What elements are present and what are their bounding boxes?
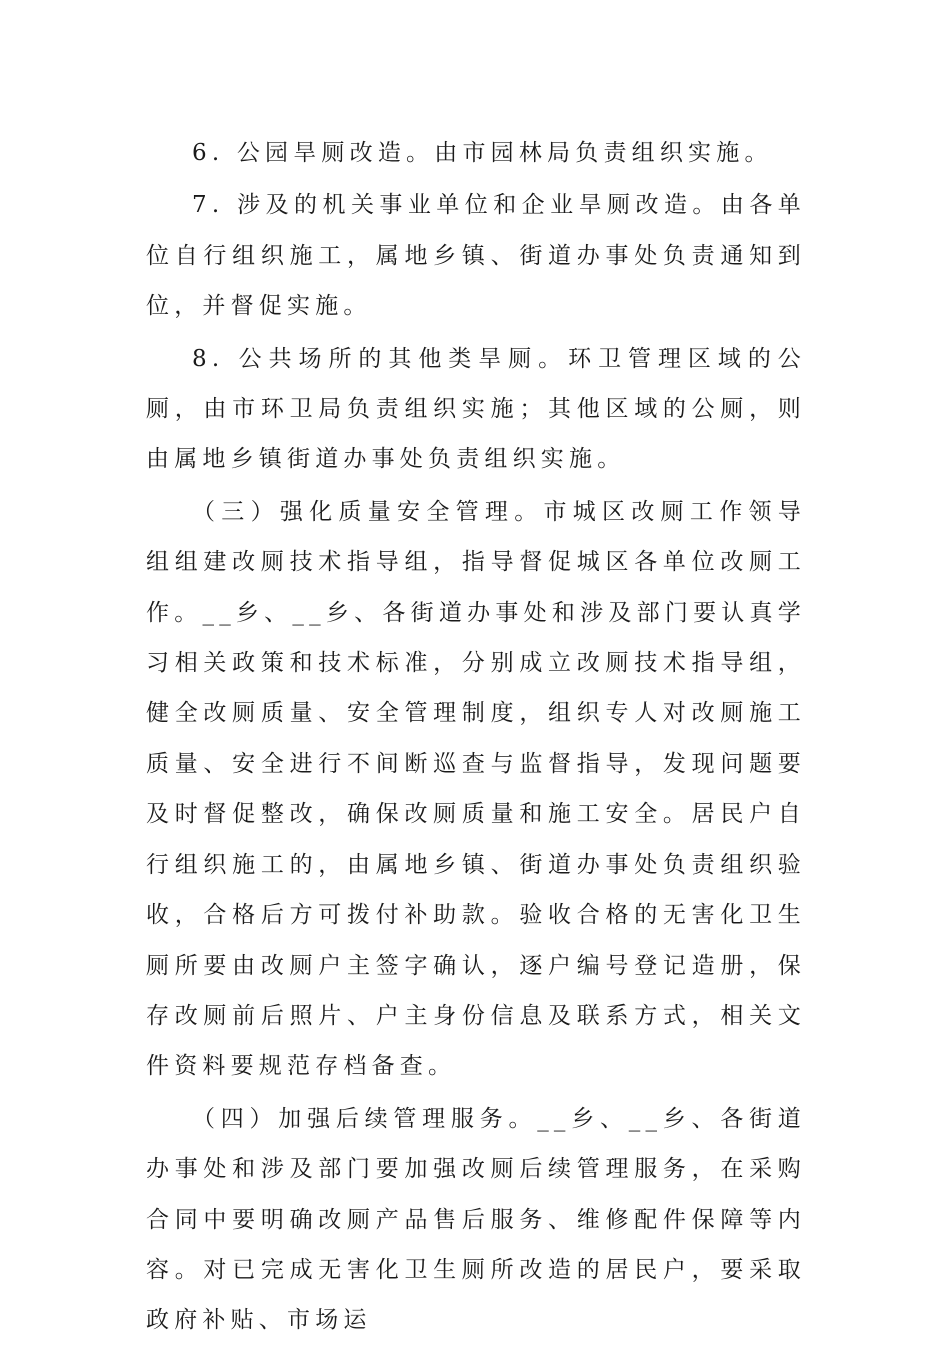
paragraph-item-8: 8. 公共场所的其他类旱厕。环卫管理区域的公厕，由市环卫局负责组织实施；其他区域的公厕，则由属地乡镇街道办事处负责组织实施。 <box>146 345 806 473</box>
paragraph-section-4: （四）加强后续管理服务。__乡、__乡、各街道办事处和涉及部门要加强改厕后续管理服务，在采购合同中要明确改厕产品售后服务、维修配件保障等内容。对已完成无害化卫生厕所改造的居民户，要采取政府补贴、市场运 <box>146 1105 806 1334</box>
paragraph-item-6: 6. 公园旱厕改造。由市园林局负责组织实施。 <box>192 140 773 166</box>
paragraph-item-7: 7. 涉及的机关事业单位和企业旱厕改造。由各单位自行组织施工，属地乡镇、街道办事处负责通知到位，并督促实施。 <box>146 192 806 320</box>
document-body <box>146 128 806 1346</box>
paragraph-section-3: （三）强化质量安全管理。市城区改厕工作领导组组建改厕技术指导组，指导督促城区各单位改厕工作。__乡、__乡、各街道办事处和涉及部门要认真学习相关政策和技术标准，分别成立改厕技术指导组，健全改厕质量、安全管理制度，组织专人对改厕施工质量、安全进行不间断巡查与监督指导，发现问题要及时督促整改，确保改厕质量和施工安全。居民户自行组织施工的，由属地乡镇、街道办事处负责组织验收，合格后方可拨付补助款。验收合格的无害化卫生厕所要由改厕户主签字确认，逐户编号登记造册，保存改厕前后照片、户主身份信息及联系方式，相关文件资料要规范存档备查。 <box>146 498 806 1080</box>
